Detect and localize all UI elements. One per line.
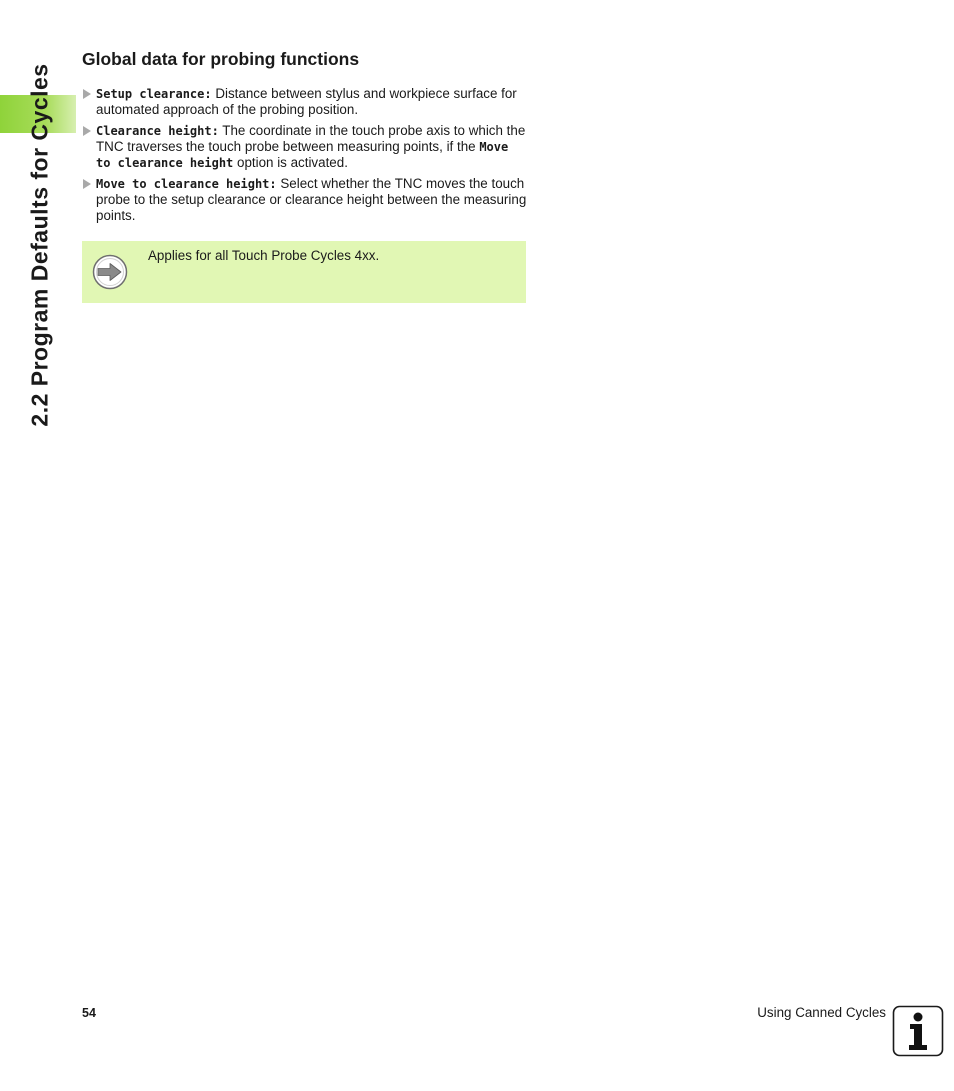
list-item bbox=[82, 86, 528, 118]
chapter-title: 2.2 Program Defaults for Cycles bbox=[26, 63, 53, 427]
note-text: Applies for all Touch Probe Cycles 4xx. bbox=[148, 248, 380, 263]
parameter-term: Setup clearance: bbox=[96, 87, 212, 101]
parameter-description-end: option is activated. bbox=[233, 155, 348, 170]
page-number: 54 bbox=[82, 1006, 96, 1020]
triangle-bullet-icon bbox=[83, 126, 91, 136]
parameter-term: Move to clearance height: bbox=[96, 177, 277, 191]
triangle-bullet-icon bbox=[83, 179, 91, 189]
arrow-right-icon bbox=[92, 254, 128, 290]
parameter-description: Select whether the TNC moves the touch probe to the setup clearance or clearance height between the measuring points. bbox=[96, 176, 527, 223]
list-item bbox=[82, 176, 528, 224]
section-heading: Global data for probing functions bbox=[82, 49, 360, 69]
triangle-bullet-icon bbox=[83, 89, 91, 99]
parameter-list bbox=[82, 86, 528, 229]
parameter-description: The coordinate in the touch probe axis to which the TNC traverses the touch probe between measuring points, if the bbox=[96, 123, 526, 154]
parameter-description: Distance between stylus and workpiece surface for automated approach of the probing position. bbox=[96, 86, 517, 117]
list-item bbox=[82, 123, 528, 171]
info-icon bbox=[892, 1005, 944, 1057]
note-box bbox=[82, 241, 526, 303]
parameter-term-inline: Move to clearance height bbox=[96, 140, 509, 170]
parameter-term: Clearance height: bbox=[96, 124, 219, 138]
footer-title: Using Canned Cycles bbox=[757, 1005, 886, 1020]
